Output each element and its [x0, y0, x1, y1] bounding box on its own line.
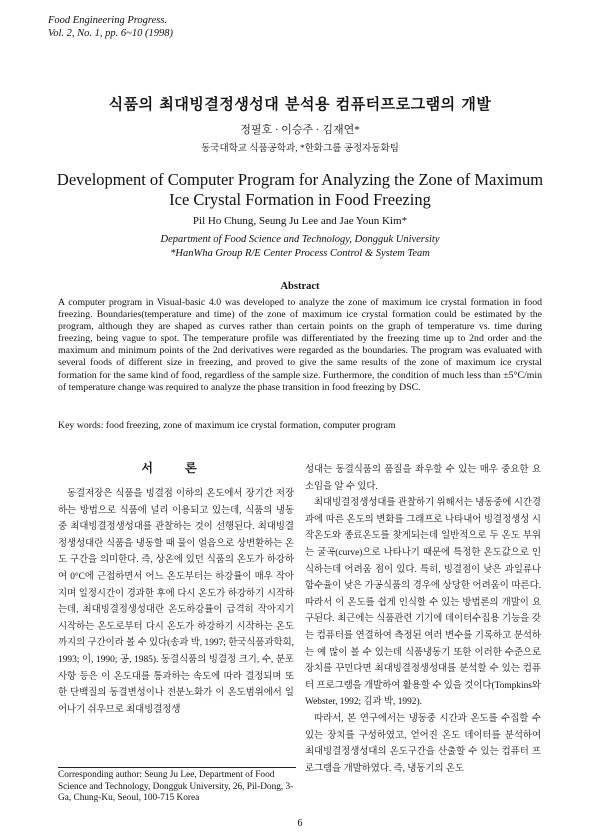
journal-citation: Vol. 2, No. 1, pp. 6~10 (1998): [48, 28, 173, 39]
left-paragraph-1: 동결저장은 식품을 빙결점 이하의 온도에서 장기간 저장하는 방법으로 식품에 널리 이용되고 있는데, 식품의 냉동중 최대빙결정생성대를 관찰하는 것이 선행된다. 최대빙결정생성대란 식품을 냉동할 때 물이 얼음으로 상변환하는 온도 구간을 의미한다. 즉, 상온에 있던 식품의 온도가 하강하여 0°C에 근접하면서 어느 온도부터는 하강률이 매우 작아지며 일정시간이 경과한 후에 다시 온도가 하강하기 시작하는데, 최대빙결정생성대란 온도하강률이 급격히 작아지기 시작하는 온도로부터 다시 온도가 하강하기 시작하는 온도까지의 구간이라 볼 수 있다(송과 박, 1997; 한국식품과학회, 1993; 이, 1990; 공, 1985). 동결식품의 빙결정 크기, 수, 분포사항 등은 이 온도대를 통과하는 속도에 따라 결정되며 또한 단백질의 동결변성이나 전분노화가 이 온도범위에서 일어나기 쉬우므로 최대빙결정생: [58, 489, 294, 715]
affiliation-2: *HanWha Group R/E Center Process Control & System Team: [170, 248, 430, 259]
section-heading-introduction: 서 론: [141, 461, 211, 475]
corresponding-author-footnote: Corresponding author: Seung Ju Lee, Department of Food Science and Technology, Dongguk University, 26, Pil-Dong, 3-Ga, Chung-Ku, Seoul, 100-715 Korea: [58, 770, 294, 804]
keywords: Key words: food freezing, zone of maximum ice crystal formation, computer program: [58, 420, 396, 431]
english-authors: Pil Ho Chung, Seung Ju Lee and Jae Youn Kim*: [192, 215, 408, 227]
korean-affiliations: 동국대학교 식품공학과, *한화그룹 공정자동화팀: [201, 144, 399, 154]
english-title: [40, 170, 560, 210]
korean-authors: 정필호 · 이승주 · 김재연*: [240, 124, 360, 136]
korean-title: 식품의 최대빙결정생성대 분석용 컴퓨터프로그램의 개발: [108, 95, 492, 113]
left-column: [58, 486, 294, 718]
affiliation-1: Department of Food Science and Technology, Dongguk University: [160, 234, 440, 245]
english-title-line1: Development of Computer Program for Analyzing the Zone of Maximum: [56, 170, 544, 189]
english-affiliations: [0, 233, 600, 261]
right-paragraph-2: 최대빙결정생성대를 관찰하기 위해서는 냉동중에 시간경과에 따른 온도의 변화를 그래프로 나타내어 빙결정생성 시작온도와 종료온도를 찾게되는데 일반적으로 두 온도 부위는 굴곡(curve)으로 나타나기 때문에 특정한 온도값으로 인식하는데 어려움 점이 있다. 특히, 빙결점이 낮은 과일류나 함수율이 낮은 가공식품의 경우에 상당한 어려움이 따른다. 따라서 이 온도를 쉽게 인식할 수 있는 방법론의 개발이 요구된다. 최근에는 식품관련 기기에 데이터수집용 기능을 갖는 컴퓨터를 연결하여 측정된 여러 변수를 기록하고 분석하는 예 많이 볼 수 있는데 식품냉동기 또한 이러한 수준으로 장치를 꾸민다면 최대빙결정생성대를 분석할 수 있는 컴퓨터 프로그램을 개발하여 활용할 수 있을 것이다(Tompkins와 Webster, 1992; 김과 박, 1992).: [305, 498, 541, 708]
abstract-heading: Abstract: [280, 281, 320, 292]
english-title-line2: Ice Crystal Formation in Food Freezing: [169, 190, 431, 209]
journal-name: Food Engineering Progress.: [48, 15, 168, 26]
right-paragraph-3: 따라서, 본 연구에서는 냉동중 시간과 온도를 수집할 수 있는 장치를 구성하였고, 얻어진 온도 데이터를 분석하여 최대빙결정생성대의 온도구간을 산출할 수 있는 컴퓨터 프로그램을 개발하였다. 즉, 냉동기의 온도: [305, 713, 541, 774]
right-column: [305, 462, 541, 777]
right-paragraph-1: 성대는 동결식품의 품질을 좌우할 수 있는 매우 중요한 요소임을 알 수 있다.: [305, 465, 541, 492]
abstract-body: A computer program in Visual-basic 4.0 was developed to analyze the zone of maximum ice crystal formation in food freezing. Boundaries(temperature and time) of the zone of maximum ice crystal formation could be estimated by the program, although they are shaped as curves rather than certain points on the graph of temperature vs. time during freezing, being vague to spot. The temperature profile was differentiated by the freezing time up to 2nd order and the maximum and minimum points of the 2nd derivatives were regarded as the boundaries. The program was evaluated with several foods of different size in freezing, and proved to give the same results of the zone of maximum ice crystal formation for the same kind of food, regardless of the sample size. Furthermore, the condition of much less than ±5°C/min of temperature change was required to analyze the phase transition in food freezing by DSC.: [58, 297, 542, 393]
footnote-divider: [58, 767, 296, 768]
page-number: 6: [297, 818, 303, 829]
journal-header: [48, 14, 173, 40]
